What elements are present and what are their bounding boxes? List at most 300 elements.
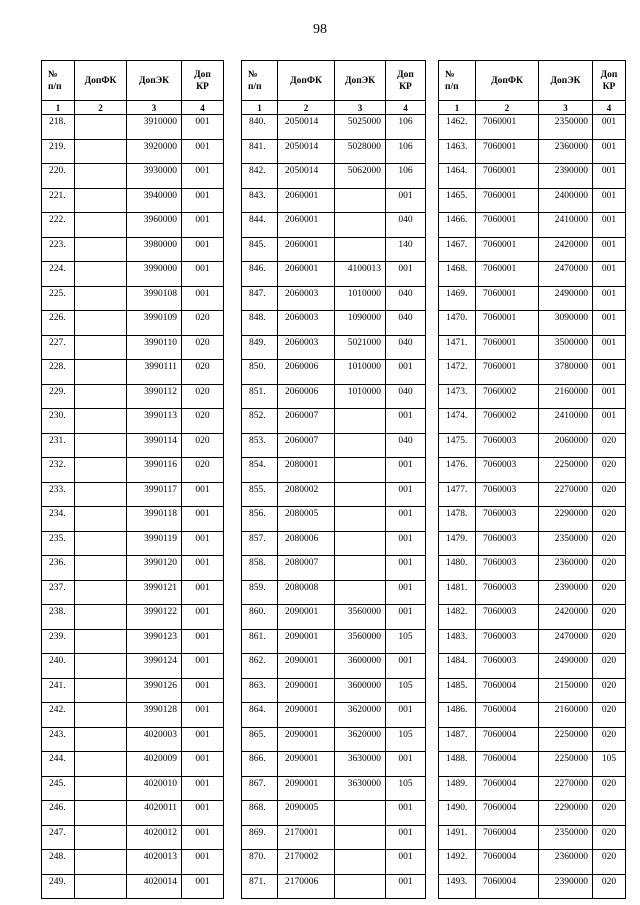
cell-dopek: 2270000 (539, 776, 593, 801)
cell-dopek: 3990122 (127, 605, 182, 630)
column-number: 1 (242, 101, 278, 115)
cell-dopek: 2390000 (539, 164, 593, 189)
cell-index: 840. (242, 115, 278, 140)
cell-dopfk: 7060003 (476, 556, 539, 581)
cell-dopkr: 020 (182, 335, 224, 360)
cell-dopkr: 001 (386, 654, 426, 679)
column-number: 1 (42, 101, 75, 115)
cell-dopek (335, 556, 386, 581)
cell-index: 854. (242, 458, 278, 483)
table-row (242, 629, 426, 654)
cell-dopek: 2150000 (539, 678, 593, 703)
cell-dopfk: 2090001 (278, 727, 335, 752)
header-dopfk: ДопФК (278, 61, 335, 101)
table-row (242, 237, 426, 262)
cell-index: 243. (42, 727, 75, 752)
cell-dopkr: 001 (182, 482, 224, 507)
cell-dopek: 3960000 (127, 213, 182, 238)
table-row (42, 115, 224, 140)
cell-dopfk: 7060003 (476, 507, 539, 532)
cell-dopek (335, 507, 386, 532)
cell-dopfk (75, 286, 127, 311)
cell-index: 849. (242, 335, 278, 360)
cell-dopfk: 2060003 (278, 286, 335, 311)
cell-dopfk: 2060001 (278, 213, 335, 238)
cell-dopek (335, 801, 386, 826)
cell-dopfk (75, 433, 127, 458)
cell-dopfk (75, 507, 127, 532)
cell-dopkr: 105 (386, 629, 426, 654)
cell-dopek: 2470000 (539, 262, 593, 287)
cell-dopek: 3600000 (335, 678, 386, 703)
cell-dopek: 3990120 (127, 556, 182, 581)
cell-index: 844. (242, 213, 278, 238)
cell-dopkr: 001 (386, 507, 426, 532)
cell-dopkr: 040 (386, 384, 426, 409)
cell-dopfk: 7060003 (476, 531, 539, 556)
cell-dopfk (75, 164, 127, 189)
cell-dopfk (75, 874, 127, 899)
table-row (42, 188, 224, 213)
cell-dopkr: 001 (182, 531, 224, 556)
column-number: 1 (439, 101, 476, 115)
cell-index: 847. (242, 286, 278, 311)
cell-dopkr: 001 (182, 139, 224, 164)
cell-dopfk (75, 801, 127, 826)
cell-dopfk: 2050014 (278, 139, 335, 164)
header-row (242, 61, 426, 101)
header-num: № п/п (42, 61, 75, 101)
cell-dopek: 3990126 (127, 678, 182, 703)
column-number-row (42, 101, 224, 115)
cell-dopek: 2490000 (539, 286, 593, 311)
cell-dopek: 3940000 (127, 188, 182, 213)
cell-dopfk (75, 237, 127, 262)
cell-dopek (335, 482, 386, 507)
cell-index: 861. (242, 629, 278, 654)
cell-dopek: 5021000 (335, 335, 386, 360)
cell-index: 223. (42, 237, 75, 262)
cell-dopkr: 001 (593, 286, 626, 311)
cell-index: 871. (242, 874, 278, 899)
cell-dopfk: 2090001 (278, 629, 335, 654)
cell-dopek: 4020011 (127, 801, 182, 826)
cell-index: 248. (42, 850, 75, 875)
cell-index: 1477. (439, 482, 476, 507)
cell-index: 850. (242, 360, 278, 385)
table-row (439, 825, 626, 850)
cell-dopkr: 105 (386, 776, 426, 801)
cell-dopek (335, 213, 386, 238)
table-row (439, 776, 626, 801)
cell-dopek: 2420000 (539, 605, 593, 630)
cell-dopkr: 001 (593, 360, 626, 385)
cell-index: 1473. (439, 384, 476, 409)
cell-dopek: 3990117 (127, 482, 182, 507)
column-number: 3 (539, 101, 593, 115)
cell-dopkr: 001 (593, 237, 626, 262)
cell-dopek: 2350000 (539, 531, 593, 556)
cell-dopkr: 001 (182, 580, 224, 605)
cell-dopek: 2470000 (539, 629, 593, 654)
cell-dopfk: 7060004 (476, 825, 539, 850)
table-row (439, 801, 626, 826)
cell-index: 852. (242, 409, 278, 434)
cell-dopek: 3600000 (335, 654, 386, 679)
cell-dopek: 3620000 (335, 703, 386, 728)
cell-dopek: 4020013 (127, 850, 182, 875)
cell-dopfk: 2080005 (278, 507, 335, 532)
cell-index: 1483. (439, 629, 476, 654)
table-row (42, 262, 224, 287)
cell-dopkr: 001 (182, 286, 224, 311)
cell-dopfk: 2090001 (278, 678, 335, 703)
cell-dopfk (75, 776, 127, 801)
cell-dopfk: 2080006 (278, 531, 335, 556)
cell-index: 222. (42, 213, 75, 238)
cell-dopfk: 2090001 (278, 654, 335, 679)
cell-dopfk: 2090001 (278, 776, 335, 801)
table-row (439, 580, 626, 605)
cell-dopfk (75, 360, 127, 385)
cell-dopkr: 020 (593, 605, 626, 630)
cell-dopkr: 020 (182, 433, 224, 458)
cell-index: 1486. (439, 703, 476, 728)
table-row (439, 703, 626, 728)
cell-index: 229. (42, 384, 75, 409)
cell-index: 1463. (439, 139, 476, 164)
cell-dopkr: 001 (386, 825, 426, 850)
cell-index: 228. (42, 360, 75, 385)
cell-dopfk: 2060003 (278, 335, 335, 360)
cell-index: 1493. (439, 874, 476, 899)
cell-dopkr: 001 (182, 188, 224, 213)
cell-dopkr: 001 (386, 874, 426, 899)
table-row (242, 605, 426, 630)
cell-dopek: 3990114 (127, 433, 182, 458)
cell-dopek: 2390000 (539, 580, 593, 605)
cell-index: 870. (242, 850, 278, 875)
cell-index: 860. (242, 605, 278, 630)
cell-dopfk: 7060001 (476, 188, 539, 213)
cell-dopkr: 001 (593, 409, 626, 434)
cell-dopfk: 7060004 (476, 850, 539, 875)
table-row (42, 360, 224, 385)
header-num: № п/п (439, 61, 476, 101)
cell-dopfk: 2060007 (278, 409, 335, 434)
cell-index: 865. (242, 727, 278, 752)
column-number: 2 (75, 101, 127, 115)
cell-dopek: 3090000 (539, 311, 593, 336)
table-row (242, 507, 426, 532)
header-dopek: ДопЭК (335, 61, 386, 101)
cell-index: 853. (242, 433, 278, 458)
cell-index: 231. (42, 433, 75, 458)
cell-index: 1490. (439, 801, 476, 826)
header-dopkr: Доп КР (593, 61, 626, 101)
cell-dopkr: 105 (593, 752, 626, 777)
cell-index: 1468. (439, 262, 476, 287)
cell-index: 868. (242, 801, 278, 826)
cell-dopfk (75, 727, 127, 752)
table-row (42, 139, 224, 164)
table-row (242, 139, 426, 164)
header-row (439, 61, 626, 101)
cell-dopek (335, 580, 386, 605)
cell-dopfk: 7060001 (476, 237, 539, 262)
column-number-row (439, 101, 626, 115)
table-row (439, 286, 626, 311)
cell-dopfk: 2170006 (278, 874, 335, 899)
header-dopkr: Доп КР (386, 61, 426, 101)
cell-dopkr: 001 (182, 825, 224, 850)
cell-index: 1488. (439, 752, 476, 777)
cell-dopek: 3620000 (335, 727, 386, 752)
cell-dopkr: 020 (593, 507, 626, 532)
data-table-3 (438, 60, 626, 899)
cell-dopek: 2350000 (539, 825, 593, 850)
table-row (42, 556, 224, 581)
cell-dopkr: 020 (593, 629, 626, 654)
cell-dopek: 3930000 (127, 164, 182, 189)
table-row (42, 825, 224, 850)
cell-index: 846. (242, 262, 278, 287)
cell-dopek: 5028000 (335, 139, 386, 164)
cell-index: 851. (242, 384, 278, 409)
table-row (439, 678, 626, 703)
cell-dopek (335, 874, 386, 899)
cell-dopfk: 2050014 (278, 115, 335, 140)
column-number: 4 (593, 101, 626, 115)
cell-dopkr: 020 (593, 703, 626, 728)
cell-dopfk: 2080007 (278, 556, 335, 581)
cell-dopkr: 140 (386, 237, 426, 262)
cell-dopek: 4100013 (335, 262, 386, 287)
cell-index: 239. (42, 629, 75, 654)
cell-dopkr: 001 (182, 262, 224, 287)
cell-index: 862. (242, 654, 278, 679)
cell-dopfk (75, 531, 127, 556)
cell-dopkr: 020 (593, 482, 626, 507)
table-row (42, 237, 224, 262)
cell-index: 1467. (439, 237, 476, 262)
cell-dopek: 2400000 (539, 188, 593, 213)
table-row (242, 335, 426, 360)
cell-dopkr: 020 (593, 727, 626, 752)
cell-dopfk: 7060001 (476, 262, 539, 287)
table-row (439, 262, 626, 287)
cell-dopkr: 020 (593, 801, 626, 826)
cell-index: 1471. (439, 335, 476, 360)
cell-dopkr: 001 (386, 360, 426, 385)
cell-dopkr: 001 (182, 727, 224, 752)
table-row (42, 580, 224, 605)
cell-dopek: 3990116 (127, 458, 182, 483)
table-row (242, 433, 426, 458)
cell-index: 242. (42, 703, 75, 728)
cell-dopkr: 020 (182, 409, 224, 434)
cell-dopfk: 7060004 (476, 703, 539, 728)
table-row (42, 482, 224, 507)
cell-dopek: 3560000 (335, 605, 386, 630)
cell-dopkr: 001 (182, 115, 224, 140)
table-row (42, 776, 224, 801)
cell-dopkr: 040 (386, 433, 426, 458)
header-dopek: ДопЭК (539, 61, 593, 101)
page-number: 98 (313, 22, 327, 37)
table-row (42, 433, 224, 458)
cell-dopkr: 001 (593, 115, 626, 140)
cell-dopek: 3990121 (127, 580, 182, 605)
table-row (439, 311, 626, 336)
cell-dopek: 3990119 (127, 531, 182, 556)
cell-dopfk (75, 409, 127, 434)
table-row (242, 384, 426, 409)
cell-dopek: 5025000 (335, 115, 386, 140)
cell-dopkr: 020 (593, 556, 626, 581)
cell-dopfk: 2090001 (278, 605, 335, 630)
cell-dopfk (75, 556, 127, 581)
cell-dopfk (75, 703, 127, 728)
cell-dopkr: 020 (593, 678, 626, 703)
table-row (242, 727, 426, 752)
cell-dopfk: 2170002 (278, 850, 335, 875)
cell-index: 1485. (439, 678, 476, 703)
cell-index: 238. (42, 605, 75, 630)
table-row (42, 409, 224, 434)
cell-dopek (335, 433, 386, 458)
cell-dopkr: 001 (386, 482, 426, 507)
cell-dopek: 1010000 (335, 286, 386, 311)
table-row (42, 605, 224, 630)
cell-dopfk: 7060003 (476, 629, 539, 654)
cell-dopfk: 2060006 (278, 360, 335, 385)
cell-dopkr: 001 (386, 409, 426, 434)
cell-dopfk: 7060004 (476, 776, 539, 801)
cell-dopfk: 7060001 (476, 360, 539, 385)
table-row (242, 654, 426, 679)
cell-dopkr: 001 (386, 752, 426, 777)
cell-dopkr: 001 (593, 164, 626, 189)
cell-dopfk (75, 311, 127, 336)
cell-dopfk: 7060002 (476, 409, 539, 434)
cell-dopek: 3920000 (127, 139, 182, 164)
cell-dopek: 3630000 (335, 776, 386, 801)
cell-index: 857. (242, 531, 278, 556)
table-row (242, 825, 426, 850)
cell-dopfk: 2060006 (278, 384, 335, 409)
cell-dopkr: 040 (386, 213, 426, 238)
cell-index: 1472. (439, 360, 476, 385)
cell-dopkr: 040 (386, 286, 426, 311)
table-row (439, 433, 626, 458)
cell-dopfk (75, 115, 127, 140)
cell-dopfk (75, 605, 127, 630)
table-row (439, 335, 626, 360)
cell-dopkr: 001 (593, 188, 626, 213)
cell-dopkr: 001 (182, 164, 224, 189)
cell-dopfk: 7060001 (476, 286, 539, 311)
cell-dopek: 3990109 (127, 311, 182, 336)
cell-dopkr: 001 (386, 531, 426, 556)
cell-dopfk: 2060007 (278, 433, 335, 458)
table-row (42, 801, 224, 826)
header-num: № п/п (242, 61, 278, 101)
cell-index: 224. (42, 262, 75, 287)
table-row (242, 213, 426, 238)
cell-index: 856. (242, 507, 278, 532)
cell-dopfk: 7060003 (476, 482, 539, 507)
cell-dopkr: 001 (593, 335, 626, 360)
cell-dopek: 4020010 (127, 776, 182, 801)
cell-dopek: 3630000 (335, 752, 386, 777)
cell-dopek: 3910000 (127, 115, 182, 140)
table-row (42, 213, 224, 238)
cell-dopek: 4020012 (127, 825, 182, 850)
cell-index: 863. (242, 678, 278, 703)
cell-dopkr: 106 (386, 164, 426, 189)
cell-dopek: 3990000 (127, 262, 182, 287)
cell-dopkr: 001 (386, 850, 426, 875)
cell-index: 237. (42, 580, 75, 605)
cell-dopek: 3780000 (539, 360, 593, 385)
cell-dopkr: 020 (182, 384, 224, 409)
cell-index: 1482. (439, 605, 476, 630)
cell-dopfk: 7060001 (476, 164, 539, 189)
cell-dopek: 2360000 (539, 850, 593, 875)
table-row (439, 629, 626, 654)
cell-dopfk: 7060004 (476, 874, 539, 899)
table-row (242, 360, 426, 385)
table-row (242, 115, 426, 140)
cell-index: 225. (42, 286, 75, 311)
cell-dopek: 2490000 (539, 654, 593, 679)
cell-index: 218. (42, 115, 75, 140)
cell-index: 236. (42, 556, 75, 581)
table-row (42, 531, 224, 556)
cell-dopfk: 7060002 (476, 384, 539, 409)
cell-dopkr: 020 (593, 654, 626, 679)
cell-index: 1474. (439, 409, 476, 434)
cell-dopfk (75, 752, 127, 777)
cell-dopek: 2250000 (539, 752, 593, 777)
cell-index: 1475. (439, 433, 476, 458)
table-row (242, 801, 426, 826)
cell-dopek: 3560000 (335, 629, 386, 654)
cell-dopkr: 001 (182, 678, 224, 703)
cell-index: 1462. (439, 115, 476, 140)
table-row (42, 629, 224, 654)
cell-dopek (335, 237, 386, 262)
cell-dopfk: 2080008 (278, 580, 335, 605)
cell-index: 867. (242, 776, 278, 801)
cell-index: 843. (242, 188, 278, 213)
column-number: 4 (386, 101, 426, 115)
table-row (242, 458, 426, 483)
cell-dopek: 3980000 (127, 237, 182, 262)
cell-dopek: 3990110 (127, 335, 182, 360)
table-row (439, 556, 626, 581)
cell-dopfk: 2090005 (278, 801, 335, 826)
cell-dopek: 1010000 (335, 384, 386, 409)
cell-index: 1464. (439, 164, 476, 189)
cell-index: 1491. (439, 825, 476, 850)
table-row (439, 654, 626, 679)
cell-dopek: 2360000 (539, 556, 593, 581)
cell-dopfk (75, 262, 127, 287)
cell-dopkr: 001 (182, 556, 224, 581)
cell-index: 1487. (439, 727, 476, 752)
